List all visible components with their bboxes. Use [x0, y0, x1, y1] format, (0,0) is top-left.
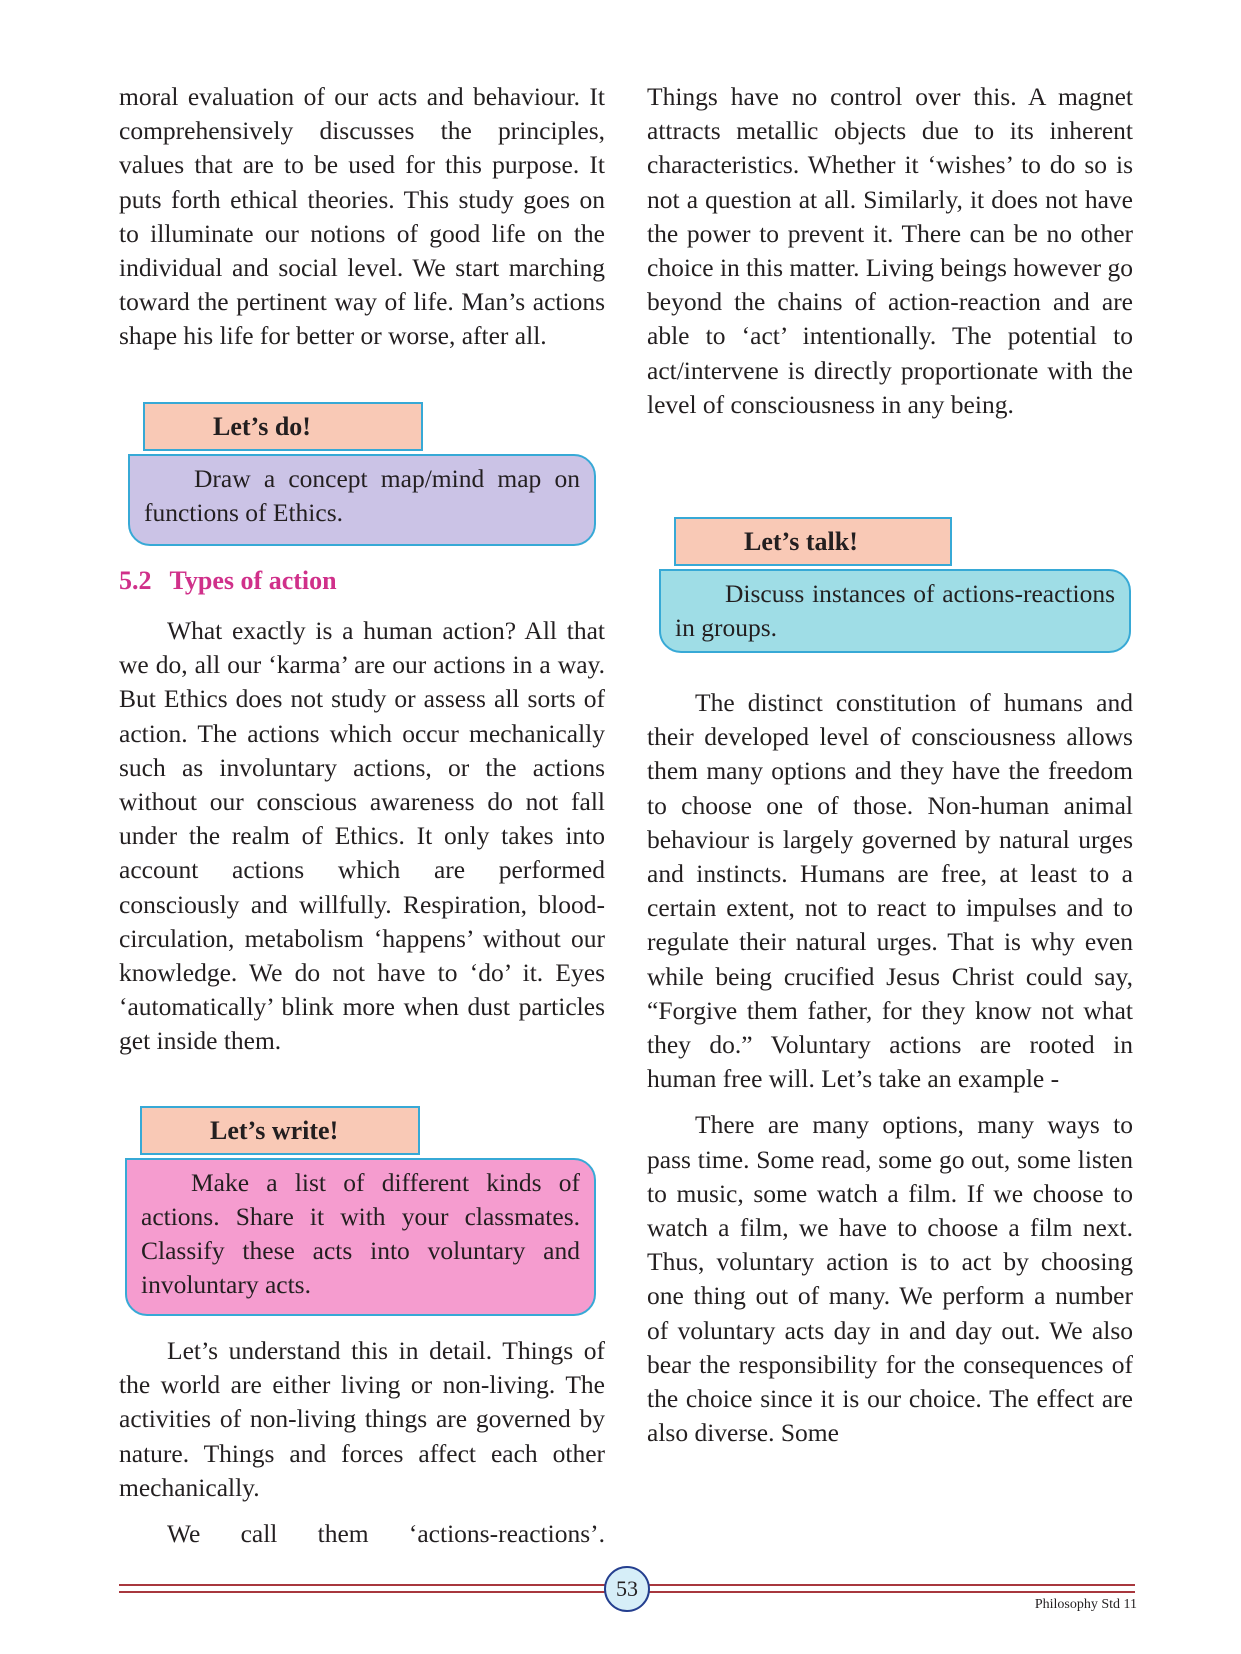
- paragraph-things: Things have no control over this. A magnet attracts metallic objects due to its inherent characteristics. Whether it ‘wishes’ to do so is not a question at all. Similarly, it does not have the power to prevent it. There can be no other choice in this matter. Living beings however go beyond the chains of action-reaction and are able to ‘act’ intentionally. The potential to act/intervene is directly proportionate with the level of consciousness in any being.: [647, 82, 1133, 419]
- section-title: Types of action: [169, 566, 337, 595]
- page-number: 53: [616, 1576, 638, 1601]
- book-title: Philosophy Std 11: [1034, 1597, 1137, 1612]
- paragraph-options: There are many options, many ways to pass time. Some read, some go out, some listen to music, some watch a film. If we choose to watch a film, we have to choose a film next. Thus, voluntary action is to act by choosing one thing out of many. We perform a number of voluntary acts day in and day out. We also bear the responsibility for the consequences of the choice since it is our choice. The effect are also diverse. Some: [647, 1110, 1133, 1448]
- lets-write-label: Let’s write!: [140, 1106, 420, 1155]
- right-column: [647, 80, 1133, 422]
- page-number-badge: [604, 1566, 650, 1612]
- paragraph-intro: moral evaluation of our acts and behaviour. It comprehensively discusses the principles, values that are to be used for this purpose. It puts forth ethical theories. This study goes on to illuminate our notions of good life on the individual and social level. We start marching toward the pertinent way of life. Man’s actions shape his life for better or worse, after all.: [119, 82, 605, 351]
- lets-do-label: Let’s do!: [143, 402, 423, 451]
- left-column: [119, 80, 605, 354]
- left-column-detail: [119, 1334, 605, 1551]
- paragraph-distinct-constitution: The distinct constitution of humans and their developed level of consciousness allows them many options and they have the freedom to choose one of those. Non-human animal behaviour is largely governed by natural urges and instincts. Humans are free, at least to a certain extent, not to react to impulses and to regulate their natural urges. That is why even while being crucified Jesus Christ could say, “Forgive them father, for they know not what they do.” Voluntary actions are rooted in human free will. Let’s take an example -: [647, 688, 1133, 1094]
- lets-do-body: [128, 454, 596, 546]
- section-heading: [119, 566, 337, 596]
- lets-write-text: Make a list of different kinds of actions. Share it with your classmates. Classify these acts into voluntary and involuntary acts.: [141, 1168, 580, 1299]
- paragraph-detail: Let’s understand this in detail. Things of the world are either living or non-living. The activities of non-living things are governed by nature. Things and forces affect each other mechanically.: [119, 1336, 605, 1502]
- paragraph-actions-reactions: We call them ‘actions-reactions’.: [167, 1519, 605, 1549]
- section-number: 5.2: [119, 566, 152, 595]
- right-column-lower: [647, 686, 1133, 1450]
- lets-talk-label: Let’s talk!: [674, 517, 952, 566]
- lets-talk-text: Discuss instances of actions-reactions in groups.: [675, 579, 1115, 642]
- lets-write-body: [125, 1158, 596, 1316]
- lets-do-text: Draw a concept map/mind map on functions of Ethics.: [144, 464, 580, 527]
- left-column-types: [119, 614, 605, 1059]
- lets-talk-body: [659, 569, 1131, 653]
- paragraph-types-of-action: What exactly is a human action? All that we do, all our ‘karma’ are our actions in a way. But Ethics does not study or assess all sorts of action. The actions which occur mechanically such as involuntary actions, or the actions without our conscious awareness do not fall under the realm of Ethics. It only takes into account actions which are performed consciously and willfully. Respiration, blood-circulation, metabolism ‘happens’ without our knowledge. We do not have to ‘do’ it. Eyes ‘automatically’ blink more when dust particles get inside them.: [119, 616, 605, 1056]
